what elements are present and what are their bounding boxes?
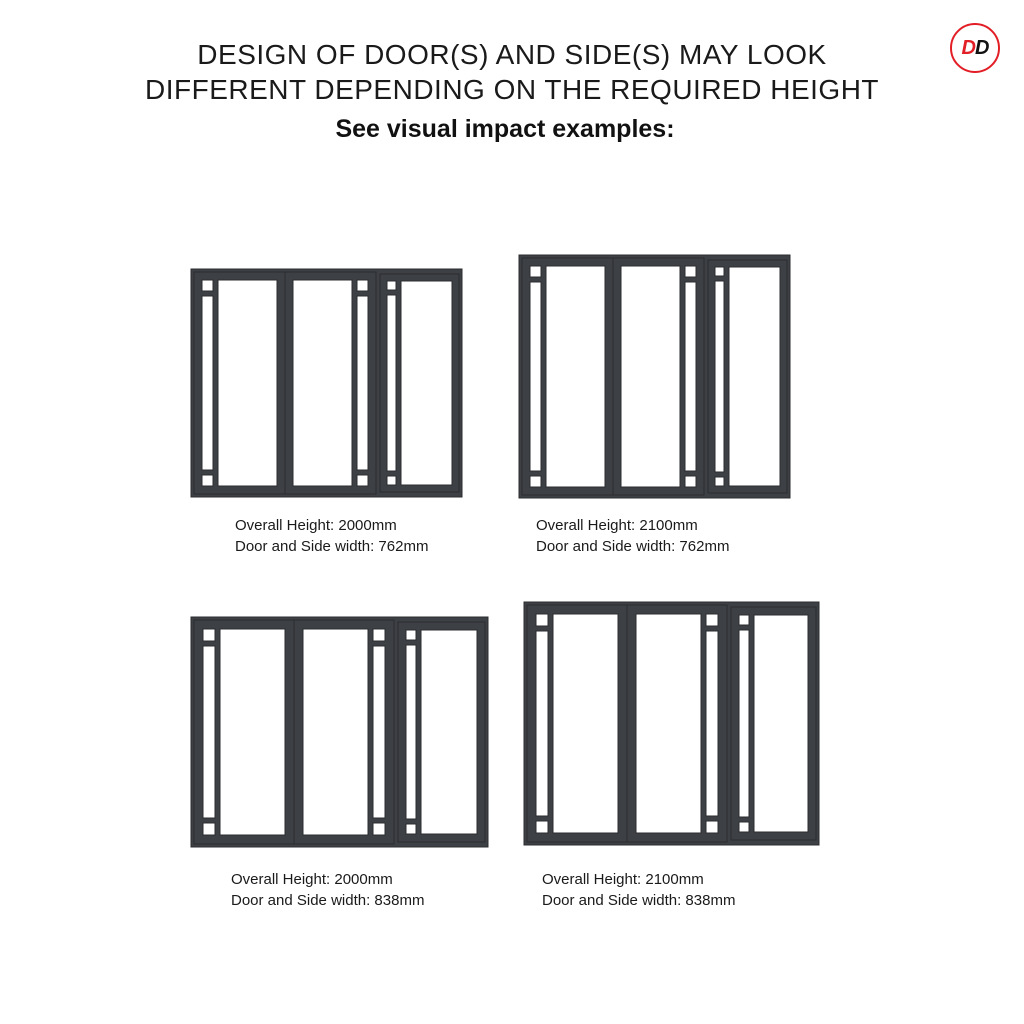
glass-square-bottom xyxy=(203,823,215,835)
glass-column xyxy=(203,646,215,818)
glass-square-top xyxy=(715,267,724,276)
glass-column xyxy=(685,282,696,471)
glass-square-bottom xyxy=(202,475,213,486)
glass-square-top xyxy=(203,629,215,641)
glass-column xyxy=(387,295,396,471)
glass-square-bottom xyxy=(685,476,696,487)
glass-pane xyxy=(546,266,605,487)
logo-letter-1: D xyxy=(961,36,975,59)
glass-pane xyxy=(401,281,452,485)
glass-square-bottom xyxy=(706,821,718,833)
glass-square-bottom xyxy=(387,476,396,485)
logo-letter-2: D xyxy=(975,36,989,59)
glass-pane xyxy=(218,280,277,486)
glass-square-top xyxy=(685,266,696,277)
width-label: Door and Side width: 838mm xyxy=(231,892,425,909)
glass-square-bottom xyxy=(357,475,368,486)
glass-pane xyxy=(303,629,368,835)
glass-square-bottom xyxy=(739,822,749,832)
door-set-illustration xyxy=(519,255,790,498)
glass-square-top xyxy=(406,630,416,640)
door-set-illustration xyxy=(191,269,462,497)
glass-pane xyxy=(421,630,477,834)
glass-square-top xyxy=(530,266,541,277)
glass-pane xyxy=(220,629,285,835)
width-label: Door and Side width: 838mm xyxy=(542,892,736,909)
glass-square-top xyxy=(536,614,548,626)
glass-square-top xyxy=(202,280,213,291)
width-label: Door and Side width: 762mm xyxy=(536,538,730,555)
glass-pane xyxy=(553,614,618,833)
glass-column xyxy=(739,630,749,817)
glass-square-top xyxy=(706,614,718,626)
glass-pane xyxy=(621,266,680,487)
glass-column xyxy=(536,631,548,816)
example-1-caption xyxy=(235,515,428,557)
door-set-illustration xyxy=(191,617,488,847)
glass-column xyxy=(373,646,385,818)
glass-pane xyxy=(729,267,780,486)
glass-pane xyxy=(293,280,352,486)
glass-pane xyxy=(754,615,808,832)
glass-square-bottom xyxy=(530,476,541,487)
glass-square-bottom xyxy=(406,824,416,834)
glass-square-bottom xyxy=(373,823,385,835)
glass-square-bottom xyxy=(715,477,724,486)
height-label: Overall Height: 2000mm xyxy=(235,517,397,534)
door-set-illustration xyxy=(524,602,819,845)
example-4-caption xyxy=(542,869,735,911)
subheading: See visual impact examples: xyxy=(335,115,675,143)
glass-square-top xyxy=(739,615,749,625)
example-2-caption xyxy=(536,515,729,557)
width-label: Door and Side width: 762mm xyxy=(235,538,429,555)
glass-column xyxy=(706,631,718,816)
glass-column xyxy=(530,282,541,471)
glass-square-bottom xyxy=(536,821,548,833)
glass-column xyxy=(202,296,213,470)
example-3-caption xyxy=(231,869,424,911)
glass-column xyxy=(406,645,416,819)
glass-square-top xyxy=(357,280,368,291)
glass-column xyxy=(715,281,724,472)
heading-line-1: DESIGN OF DOOR(S) AND SIDE(S) MAY LOOK xyxy=(197,39,827,70)
glass-square-top xyxy=(387,281,396,290)
brand-logo xyxy=(950,23,1000,73)
glass-column xyxy=(357,296,368,470)
height-label: Overall Height: 2100mm xyxy=(536,517,698,534)
glass-pane xyxy=(636,614,701,833)
glass-square-top xyxy=(373,629,385,641)
height-label: Overall Height: 2100mm xyxy=(542,871,704,888)
height-label: Overall Height: 2000mm xyxy=(231,871,393,888)
heading-line-2: DIFFERENT DEPENDING ON THE REQUIRED HEIGHT xyxy=(144,74,880,105)
